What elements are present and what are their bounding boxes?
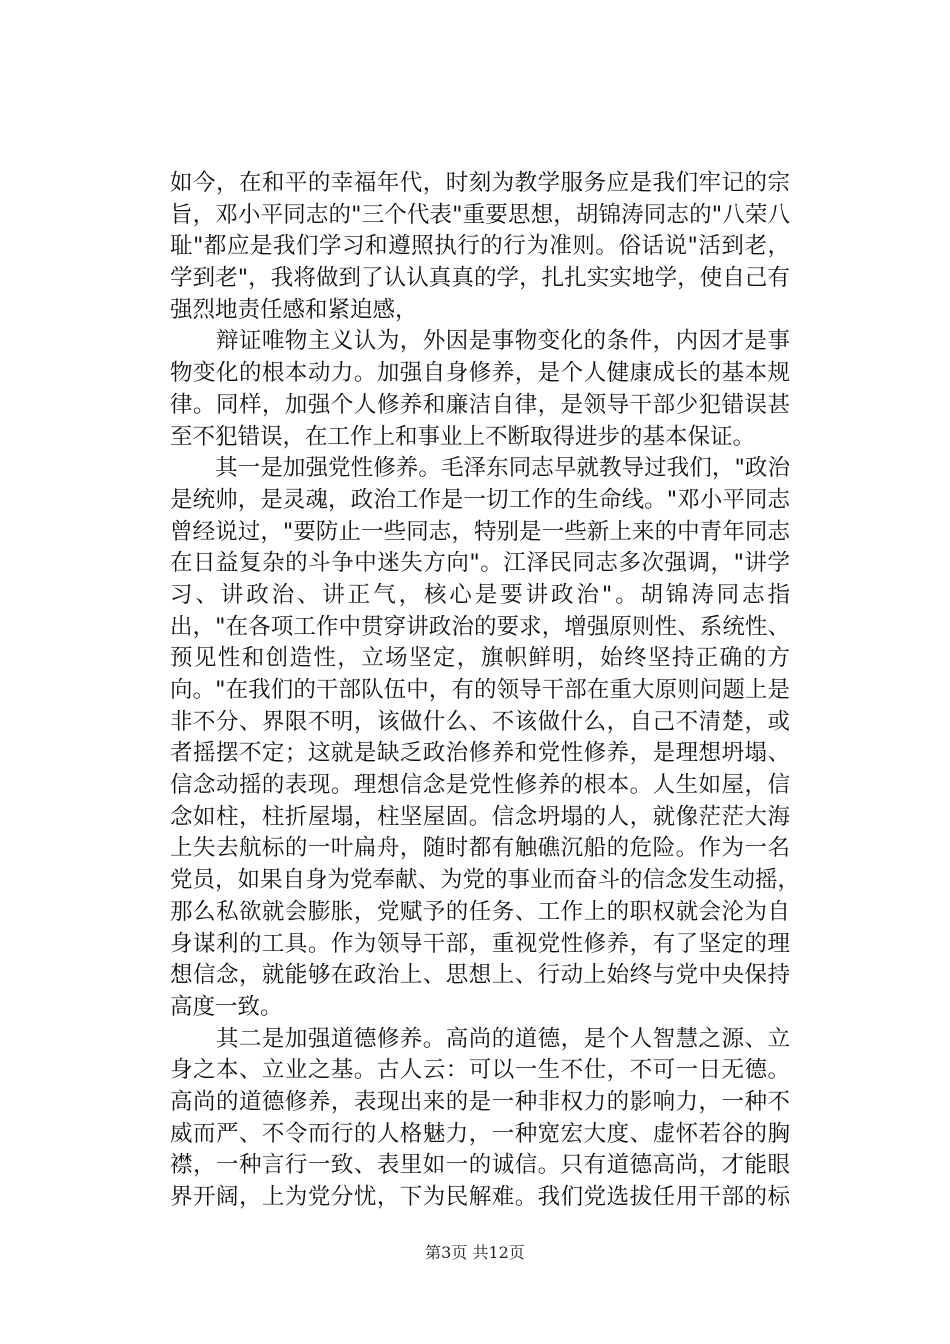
text-line: 耻"都应是我们学习和遵照执行的行为准则。俗话说"活到老， bbox=[170, 233, 790, 260]
text-line: 上失去航标的一叶扁舟，随时都有触礁沉船的危险。作为一名 bbox=[170, 835, 790, 862]
text-line: 物变化的根本动力。加强自身修养，是个人健康成长的基本规 bbox=[170, 360, 790, 387]
text-line: 出，"在各项工作中贯穿讲政治的要求，增强原则性、系统性、 bbox=[170, 613, 790, 640]
text-line: 预见性和创造性，立场坚定，旗帜鲜明，始终坚持正确的方 bbox=[170, 645, 790, 672]
text-line: 党员，如果自身为党奉献、为党的事业而奋斗的信念发生动摇， bbox=[170, 867, 801, 894]
text-line: 辩证唯物主义认为，外因是事物变化的条件，内因才是事 bbox=[170, 328, 790, 355]
document-body bbox=[170, 168, 801, 1214]
text-line: 是统帅，是灵魂，政治工作是一切工作的生命线。"邓小平同志 bbox=[170, 486, 790, 513]
text-line: 强烈地责任感和紧迫感， bbox=[170, 296, 418, 323]
text-line: 其二是加强道德修养。高尚的道德，是个人智慧之源、立 bbox=[170, 1025, 790, 1052]
text-line: 高度一致。 bbox=[170, 993, 283, 1020]
text-line: 想信念，就能够在政治上、思想上、行动上始终与党中央保持 bbox=[170, 962, 790, 989]
paragraph bbox=[170, 326, 790, 453]
text-line: 非不分、界限不明，该做什么、不该做什么，自己不清楚，或 bbox=[170, 708, 790, 735]
paragraph bbox=[170, 453, 801, 1023]
text-line: 那么私欲就会膨胀，党赋予的任务、工作上的职权就会沦为自 bbox=[170, 898, 790, 925]
text-line: 威而严、不令而行的人格魅力，一种宽宏大度、虚怀若谷的胸 bbox=[170, 1120, 790, 1147]
text-line: 信念动摇的表现。理想信念是党性修养的根本。人生如屋，信 bbox=[170, 772, 790, 799]
text-line: 其一是加强党性修养。毛泽东同志早就教导过我们，"政治 bbox=[170, 455, 790, 482]
text-line: 向。"在我们的干部队伍中，有的领导干部在重大原则问题上是 bbox=[170, 677, 790, 703]
text-line: 习、讲政治、讲正气，核心是要讲政治"。胡锦涛同志指 bbox=[170, 581, 790, 608]
paragraph bbox=[170, 168, 790, 326]
page-number-footer: 第3页 共12页 bbox=[425, 1243, 525, 1262]
text-line: 旨，邓小平同志的"三个代表"重要思想，胡锦涛同志的"八荣八 bbox=[170, 201, 790, 228]
text-line: 身谋利的工具。作为领导干部，重视党性修养，有了坚定的理 bbox=[170, 930, 790, 957]
paragraph bbox=[170, 1024, 790, 1214]
text-line: 身之本、立业之基。古人云：可以一生不仕，不可一日无德。 bbox=[170, 1057, 790, 1084]
text-line: 至不犯错误，在工作上和事业上不断取得进步的基本保证。 bbox=[170, 423, 756, 450]
text-line: 如今，在和平的幸福年代，时刻为教学服务应是我们牢记的宗 bbox=[170, 170, 790, 196]
text-line: 高尚的道德修养，表现出来的是一种非权力的影响力，一种不 bbox=[170, 1088, 790, 1115]
text-line: 者摇摆不定；这就是缺乏政治修养和党性修养，是理想坍塌、 bbox=[170, 740, 790, 767]
text-line: 曾经说过，"要防止一些同志，特别是一些新上来的中青年同志 bbox=[170, 518, 790, 545]
text-line: 学到老"，我将做到了认认真真的学，扎扎实实地学，使自己有 bbox=[170, 265, 790, 292]
text-line: 在日益复杂的斗争中迷失方向"。江泽民同志多次强调，"讲学 bbox=[170, 550, 790, 577]
text-line: 界开阔，上为党分忧，下为民解难。我们党选拔任用干部的标 bbox=[170, 1184, 790, 1210]
text-line: 律。同样，加强个人修养和廉洁自律，是领导干部少犯错误甚 bbox=[170, 391, 790, 418]
text-line: 襟，一种言行一致、表里如一的诚信。只有道德高尚，才能眼 bbox=[170, 1152, 790, 1179]
text-line: 念如柱，柱折屋塌，柱坚屋固。信念坍塌的人，就像茫茫大海 bbox=[170, 803, 790, 830]
